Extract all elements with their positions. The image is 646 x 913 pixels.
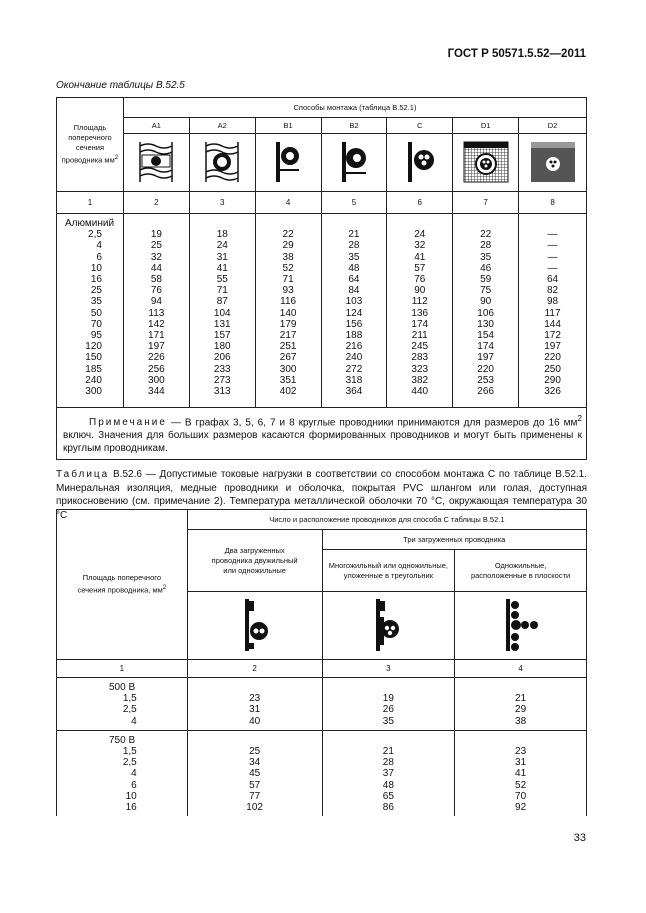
area-header-2: Площадь поперечного сечения проводника, $мм^2$ <box>57 510 188 660</box>
values-c <box>387 214 453 408</box>
table-b52-5 <box>56 97 587 460</box>
table-cell: 92 <box>515 802 527 814</box>
values-d2 <box>519 214 587 408</box>
table-cell: 197 <box>477 352 494 364</box>
table-cell: 180 <box>213 341 231 353</box>
table-cell: 57 <box>414 262 426 274</box>
table-cell: 35 <box>90 296 102 308</box>
table-cell: 171 <box>148 330 165 342</box>
colnum-6: 6 <box>387 192 453 214</box>
install-a2-icon <box>189 134 255 192</box>
table-cell: 233 <box>213 363 231 375</box>
table-cell: 253 <box>477 374 494 386</box>
colnum-2: 2 <box>123 192 189 214</box>
table-cell: 150 <box>85 352 102 364</box>
table-cell: 93 <box>282 285 294 297</box>
table-cell: 104 <box>213 307 231 319</box>
table-cell: 154 <box>477 330 494 342</box>
method-c: С <box>387 118 453 134</box>
material-label: Алюминий <box>65 218 115 229</box>
three-loaded-header: Три загруженных проводника <box>322 530 586 550</box>
table-cell: — <box>547 229 558 241</box>
table-cell: 37 <box>382 768 394 780</box>
table-cell: 34 <box>249 757 261 769</box>
table-cell: 52 <box>282 262 294 274</box>
table-cell: 172 <box>544 330 561 342</box>
table-cell: 130 <box>477 318 494 330</box>
table-continuation-title: Окончание таблицы В.52.5 <box>56 80 185 91</box>
table-cell: 19 <box>382 693 394 705</box>
two-cores-icon <box>187 592 322 660</box>
table-cell: 24 <box>216 240 228 252</box>
table-cell: — <box>547 251 558 263</box>
table-cell: 140 <box>279 307 297 319</box>
table-cell: 226 <box>148 352 165 364</box>
table-cell: 131 <box>213 318 231 330</box>
install-c-icon <box>387 134 453 192</box>
table-cell: 251 <box>279 341 297 353</box>
table-cell: 55 <box>216 274 228 285</box>
table-cell: 136 <box>411 307 429 319</box>
install-d1-icon <box>453 134 519 192</box>
table-cell: 440 <box>411 386 429 398</box>
table-cell: 31 <box>216 251 228 263</box>
values-d1 <box>453 214 519 408</box>
table-cell: 4 <box>131 768 137 780</box>
table-cell: 188 <box>345 330 363 342</box>
table-cell: 106 <box>477 307 494 319</box>
table-cell: 402 <box>279 386 297 398</box>
table-cell: 32 <box>414 240 426 252</box>
table-cell: 41 <box>414 251 426 263</box>
table-cell: 217 <box>279 330 297 342</box>
colnum2-3: 3 <box>322 660 455 678</box>
colnum2-1: 1 <box>57 660 188 678</box>
table-cell: 2,5 <box>122 704 137 716</box>
table-cell: 71 <box>282 274 294 285</box>
table-cell: 364 <box>345 386 363 398</box>
table-cell: 318 <box>345 374 363 386</box>
table-cell: 10 <box>90 262 102 274</box>
table-cell: 10 <box>125 790 137 802</box>
table-cell: 75 <box>480 285 492 297</box>
table-cell: 25 <box>249 746 261 757</box>
table-cell: 98 <box>546 296 559 308</box>
table-cell: 84 <box>348 285 360 297</box>
table-cell: 57 <box>249 779 261 791</box>
method-d1: D1 <box>453 118 519 134</box>
size-values <box>59 229 123 397</box>
table-cell: 29 <box>282 240 294 252</box>
table-cell: 25 <box>150 240 162 252</box>
table-cell: 211 <box>411 330 428 342</box>
table-cell: 28 <box>382 757 394 769</box>
table-cell: 44 <box>150 262 162 274</box>
table-cell: 113 <box>148 307 165 319</box>
table-cell: 38 <box>515 715 527 727</box>
table-cell: 266 <box>477 386 494 398</box>
table-cell: 4 <box>131 715 137 727</box>
table-cell: 38 <box>282 251 294 263</box>
table-cell: 16 <box>125 802 137 814</box>
table-cell: 240 <box>345 352 363 364</box>
install-a1-icon <box>123 134 189 192</box>
table-cell: 21 <box>348 229 360 241</box>
install-d2-icon <box>519 134 587 192</box>
table-cell: 185 <box>85 363 102 375</box>
table-cell: 48 <box>348 262 360 274</box>
table-cell: 87 <box>216 296 228 308</box>
table-cell: 22 <box>282 229 294 241</box>
colnum2-2: 2 <box>187 660 322 678</box>
values-b1 <box>255 214 321 408</box>
table-cell: 31 <box>515 757 527 769</box>
table-cell: 142 <box>148 318 165 330</box>
table-cell: 35 <box>480 251 492 263</box>
table-cell: 35 <box>382 715 394 727</box>
table-cell: 1,5 <box>122 693 137 705</box>
flat-cores-icon <box>455 592 587 660</box>
table-cell: 344 <box>148 386 165 398</box>
values-a1 <box>123 214 189 408</box>
table-cell: 300 <box>85 386 102 398</box>
table-cell: 48 <box>382 779 394 791</box>
table-caption: Таблица В.52.6 — Допустимые токовые нагрузки в соответствии со способом монтажа С по таблице В.52.1. Минеральная изоляция, медные проводники и оболочка, покрытая PVC шлангом или голая, доступная прикосновению (см. примечание 2). Температура металлической оболочки 70 °С, окружающая температура 30 °С <box>56 469 587 521</box>
table-cell: — <box>547 240 558 252</box>
table-cell: 6 <box>96 251 102 263</box>
table-cell: 64 <box>546 274 559 285</box>
table-cell: 64 <box>348 274 360 285</box>
install-b1-icon <box>255 134 321 192</box>
table-cell: 31 <box>249 704 261 716</box>
methods-header: Способы монтажа (таблица В.52.1) <box>123 98 586 118</box>
install-b2-icon <box>321 134 387 192</box>
table-cell: 179 <box>279 318 297 330</box>
values-b2 <box>321 214 387 408</box>
table-cell: 382 <box>411 374 429 386</box>
table-cell: 41 <box>515 768 527 780</box>
table-cell: 117 <box>544 307 561 319</box>
table-cell: 28 <box>348 240 360 252</box>
table-cell: 116 <box>280 296 297 308</box>
table-cell: 76 <box>150 285 162 297</box>
table-cell: 26 <box>382 704 394 716</box>
table-cell: 76 <box>414 274 426 285</box>
table-cell: 323 <box>411 363 429 375</box>
table-cell: 2,5 <box>88 229 102 241</box>
method-b1: В1 <box>255 118 321 134</box>
table-cell: 19 <box>150 229 162 241</box>
colnum-7: 7 <box>453 192 519 214</box>
table-cell: 206 <box>213 352 231 364</box>
table-cell: 90 <box>414 285 426 297</box>
table-cell: 197 <box>148 341 165 353</box>
table-cell: 144 <box>544 318 561 330</box>
document-id: ГОСТ Р 50571.5.52—2011 <box>447 48 586 60</box>
table-cell: — <box>547 262 558 274</box>
table-cell: 326 <box>544 386 561 398</box>
table-cell: 220 <box>477 363 494 375</box>
table-cell: 86 <box>382 802 394 814</box>
table-cell: 1,5 <box>122 746 137 758</box>
table-cell: 21 <box>515 693 527 705</box>
table-cell: 313 <box>213 386 231 398</box>
table-cell: 300 <box>279 363 297 375</box>
table-cell: 82 <box>546 285 559 297</box>
table-cell: 95 <box>90 330 102 342</box>
table-cell: 40 <box>249 715 261 727</box>
table-cell: 290 <box>544 374 561 386</box>
size-column <box>57 214 124 408</box>
table-cell: 157 <box>213 330 231 342</box>
table-cell: 94 <box>150 296 162 308</box>
table-cell: 18 <box>216 229 228 241</box>
table-cell: 102 <box>246 802 263 814</box>
table-cell: 300 <box>148 374 165 386</box>
table-cell: 24 <box>414 229 426 241</box>
table-cell: 50 <box>90 307 102 319</box>
colnum2-4: 4 <box>455 660 587 678</box>
table-row: 750 В 1,5 2,5 4 6 10 16 25 34 45 57 77 102 21 28 37 48 65 86 23 31 41 52 70 92 <box>57 730 587 816</box>
table-cell: 90 <box>480 296 492 308</box>
table-cell: 41 <box>216 262 228 274</box>
table-cell: 45 <box>249 768 261 780</box>
table-cell: 70 <box>515 790 527 802</box>
table-cell: 23 <box>515 746 527 757</box>
area-header: Площадь поперечного сечения проводника $мм^2$ <box>57 98 124 192</box>
table-cell: 77 <box>249 790 261 802</box>
table-cell: 35 <box>348 251 360 263</box>
method-a2: А2 <box>189 118 255 134</box>
table-cell: 267 <box>279 352 297 364</box>
table-cell: 174 <box>411 318 429 330</box>
colnum-4: 4 <box>255 192 321 214</box>
table-cell: 273 <box>213 374 231 386</box>
table-cell: 29 <box>515 704 527 716</box>
table-note: Примечание — В графах 3, 5, 6, 7 и 8 круглые проводники принимаются для размеров до 16 $мм^2$ включ. Значения для больших размеров касаются формированных проводников и могут быть применены к круглым проводникам. <box>57 408 587 460</box>
colnum-8: 8 <box>519 192 587 214</box>
table-cell: 71 <box>216 285 228 297</box>
method-a1: А1 <box>123 118 189 134</box>
table-cell: 16 <box>90 274 102 286</box>
table-cell: 65 <box>382 790 394 802</box>
table-cell: 21 <box>382 746 394 757</box>
table-cell: 2,5 <box>122 757 137 769</box>
method-d2: D2 <box>519 118 587 134</box>
colnum-1: 1 <box>57 192 124 214</box>
table-cell: 22 <box>480 229 492 241</box>
colnum-3: 3 <box>189 192 255 214</box>
table-cell: 70 <box>90 318 102 330</box>
table-cell: 216 <box>345 341 363 353</box>
flat-header: Одножильные, расположенные в плоскости <box>455 550 587 592</box>
table-cell: 250 <box>544 363 561 375</box>
colnum-5: 5 <box>321 192 387 214</box>
method-b2: В2 <box>321 118 387 134</box>
table-cell: 124 <box>345 307 363 319</box>
page-number: 33 <box>573 832 586 844</box>
table-cell: 32 <box>150 251 162 263</box>
table-cell: 283 <box>411 352 429 364</box>
two-loaded-header: Два загруженных проводника двужильный или одножильные <box>187 530 322 592</box>
table-cell: 103 <box>345 296 363 308</box>
table-cell: 120 <box>85 341 102 353</box>
table-cell: 23 <box>249 693 261 705</box>
table-cell: 59 <box>480 274 492 285</box>
triangle-header: Многожильный или одножильные, уложенные в треугольник <box>322 550 455 592</box>
table-cell: 245 <box>411 341 429 353</box>
table-cell: 197 <box>544 341 561 353</box>
table-cell: 4 <box>96 240 102 252</box>
table-cell: 256 <box>148 363 165 375</box>
triangle-cores-icon <box>322 592 455 660</box>
table-cell: 58 <box>150 274 162 285</box>
table-cell: 272 <box>345 363 363 375</box>
table-cell: 156 <box>345 318 363 330</box>
table-cell: 52 <box>515 779 527 791</box>
table-cell: 220 <box>544 352 561 364</box>
table-cell: 46 <box>480 262 492 274</box>
table-cell: 25 <box>90 285 102 297</box>
table-b52-6 <box>56 509 587 816</box>
table-cell: 240 <box>85 374 102 386</box>
table-cell: 174 <box>477 341 494 353</box>
table-cell: 28 <box>480 240 492 252</box>
table-cell: 351 <box>279 374 297 386</box>
table-row: 500 В 1,5 2,5 4 23 31 40 19 26 35 21 29 38 <box>57 678 587 731</box>
table-cell: 112 <box>411 296 428 308</box>
values-a2 <box>189 214 255 408</box>
table-cell: 6 <box>131 779 137 791</box>
group-header: Число и расположение проводников для способа С таблицы В.52.1 <box>187 510 586 530</box>
